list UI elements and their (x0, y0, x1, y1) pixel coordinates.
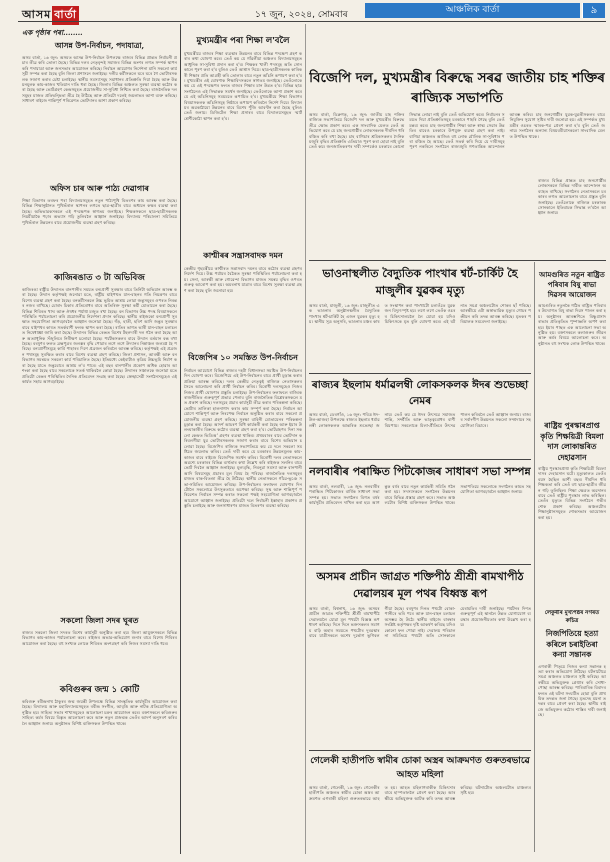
middle-headline-3: বিজেপিৰ ১০ সমস্তিত উপ-নিৰ্বাচন (188, 352, 298, 362)
right-article-1-body: আমগুৰিত নতুনকৈ গঠিত ৰাষ্ট্ৰিত পৰিবাৰৰ উদ্যোগত বিষু ৰাভা দিৱস পালন কৰা হয়। অনুষ্ঠানৰ আৰম্ভণিতে বিষ্ণুপ্ৰসাদ ৰাভাৰ প্ৰতিকৃতিত পুষ্পাঞ্জলি অৰ্পণ কৰা হয়। ইয়াৰ পাছত এক আলোচনা সভা অনুষ্ঠিত হয়। বক্তাসকলে কলাগুৰুৰ জীৱন আৰু কৰ্মৰ বিষয়ে আলোচনা কৰে। অনুষ্ঠানত বহু সংখ্যক লোক উপস্থিত থাকে। (538, 303, 606, 346)
middle-article-2-body: কেন্দ্ৰীয় গৃহমন্ত্ৰীয়ে কাশ্মীৰত সন্ত্ৰাসবাদ দমনৰ বাবে কঠোৰ ব্যৱস্থা গ্ৰহণৰ নিৰ্দেশ দিয়ে। উচ্চ পৰ্যায়ৰ বৈঠকত সুৰক্ষা পৰিস্থিতিৰ পৰ্যালোচনা কৰা হয়। সেনা, আৰক্ষী আৰু গোৱেন্দা বিভাগৰ মাজত সমন্বয় বৃদ্ধিৰ ওপৰত গুৰুত্ব আৰোপ কৰা হয়। অমৰনাথ যাত্ৰাৰ বাবে বিশেষ সুৰক্ষা ব্যৱস্থা গ্ৰহণ কৰা হৈছে বুলি জনোৱা হয়। (184, 266, 302, 293)
story-4-headline: নলবাৰীৰ পৰাক্ষিত পিটকোজৰ সাধাৰণ সভা সম্পন্ন (309, 465, 531, 478)
right-article-2-body: ৰাষ্ট্ৰিয় পুৰস্কাৰপ্ৰাপ্ত কৃতি শিক্ষয়িত্ৰী বিমলা দাসৰ দেহাৱসান ঘটে। মৃত্যুকালত তেওঁৰ বয়স হৈছিল আশী বছৰ। দীৰ্ঘদিন ধৰি শিক্ষকতা কৰি তেওঁ বহু ছাত্ৰ-ছাত্ৰীৰ জীৱন গঢ়ি তুলিছিল। শিক্ষা ক্ষেত্ৰত অৱদানৰ বাবে তেওঁ ৰাষ্ট্ৰীয় পুৰস্কাৰ লাভ কৰিছিল। তেওঁৰ মৃত্যুত বিভিন্ন সংগঠনে গভীৰ শোক প্ৰকাশ কৰিছে। অঞ্চলটোৰ শিক্ষানুষ্ঠানসমূহত শোকসভাৰ আয়োজন কৰা হয়। (538, 466, 606, 520)
story-3-body: অসম বাৰ্তা, ডেৰগাঁও, ১৬ জুন: পবিত্ৰ ঈদ-উল-আজহা উপলক্ষে ৰাজ্যৰ ইছলাম ধৰ্মাৱলম্বী লোকসকলক আন্তৰিক শুভেচ্ছা জনায়। তেওঁ কয় যে ঈদৰ উৎসৱে সমাজত শান্তি, সম্প্ৰীতি আৰু ভাতৃত্ববোধৰ বাণী বিয়পায়। সকলোকে মিলা-প্ৰীতিৰে উৎসৱ পালন কৰিবলৈ তেওঁ আহ্বান জনায়। ৰাজ্যৰ সৰ্বাংগীণ উন্নয়নত সকলো সম্প্ৰদায়ৰ সহযোগিতা বিচাৰে। (309, 412, 531, 428)
story-6-headline: গেলেকী হাতীপতি স্বামীৰ চোকা অস্ত্ৰৰ আক্ৰমণত গুৰুতৰভাৱে আহত মহিলা (310, 756, 530, 780)
column-rule-3 (534, 262, 535, 852)
story-divider-1 (309, 260, 606, 261)
left-article-4-body: ৰাজ্যৰ সকলো জিলা সদৰত বিশেষ কাৰ্যসূচী অনুষ্ঠিত কৰা হয়। জিলা আয়ুক্তসকলে বিভিন্ন বিভাগৰ কাম-কাজৰ পৰ্যালোচনা কৰে। ৰাইজৰ অভাৱ-অভিযোগ শুনাৰ বাবে বিশেষ শিবিৰৰ আয়োজন কৰা হৈছে। বহু সংখ্যক লোকে শিবিৰত অংশগ্ৰহণ কৰি নিজৰ সমস্যা দাঙি ধৰে। (22, 630, 177, 646)
right-headline-1: আমগুৰিত নতুন ৰাষ্ট্ৰিত পৰিবাৰ বিষু ৰাভা দিৱসৰ আয়োজন (539, 270, 605, 299)
left-article-5-body: কবিগুৰু ৰবীন্দ্ৰনাথ ঠাকুৰৰ জন্ম জয়ন্তী উপলক্ষে বিভিন্ন সাংস্কৃতিক কাৰ্যসূচীৰ আয়োজন কৰা হৈছে। বিদ্যালয় আৰু মহাবিদ্যালয়সমূহত ৰবীন্দ্ৰ সংগীত, আবৃত্তি আৰু নাটক প্ৰতিযোগিতা অনুষ্ঠিত হয়। সাহিত্য সভাৰ শাখাসমূহেও আলোচনা চক্ৰৰ আয়োজন কৰে। বক্তাসকলে কবিগুৰুৰ সাহিত্য কৰ্মৰ বিষয়ে বিস্তৃত আলোচনা কৰে আৰু নতুন প্ৰজন্মক তেওঁৰ আদৰ্শ অনুসৰণ কৰিবলৈ আহ্বান জনায়। অনুষ্ঠানত বিশিষ্ট ব্যক্তিসকল উপস্থিত থাকে। (22, 699, 177, 726)
story-5 (309, 568, 531, 718)
story-3-headline: ৰাজ্যৰ ইছলাম ধৰ্মাৱলম্বী লোকসকলক ঈদৰ শুভেচ্ছা নেমৰ (311, 379, 529, 407)
continuation-label: এক পৃষ্ঠাৰ পৰা........ (22, 28, 83, 37)
left-article-3-body: কাজিৰঙা ৰাষ্ট্ৰীয় উদ্যানত বানপানীৰ সময়ত বন্যপ্ৰাণী সুৰক্ষাৰ বাবে তিনিটা অভিযান আৰম্ভ কৰা হৈছে। উদ্যান কৰ্তৃপক্ষই জনোৱা মতে, ৰাষ্ট্ৰীয় ঘাইপথত যান-বাহনৰ গতি নিয়ন্ত্ৰণৰ বাবে বিশেষ ব্যৱস্থা গ্ৰহণ কৰা হৈছে। বনকৰ্মীসকলে উচ্চ ভূমিত আশ্ৰয় লোৱা জন্তুসমূহৰ ওপৰত নিৰন্তৰ নজৰ ৰাখিছে। চোৰাং চিকাৰ প্ৰতিৰোধৰ বাবে অতিৰিক্ত সুৰক্ষা কৰ্মী মোতায়েন কৰা হৈছে। বিভিন্ন শিবিৰত খাদ্য আৰু ঔষধৰ পৰ্যাপ্ত মজুত ৰখা হৈছে। বন বিভাগৰ উচ্চ পদস্থ বিষয়াসকলে পৰিস্থিতি পৰ্যালোচনা কৰি প্ৰয়োজনীয় নিৰ্দেশনা প্ৰদান কৰিছে। স্থানীয় ৰাইজকো বন্যপ্ৰাণী সুৰক্ষাত সহযোগিতা আগবঢ়াবলৈ আহ্বান জনোৱা হৈছে। গঁড়, হাতী, হৰিণ আদি জন্তুৰ সুৰক্ষাৰ বাবে ঘাইপথৰ কাষত সতৰ্কবাণী ফলক স্থাপন কৰা হৈছে। ৰাতিৰ ভাগত ভাৰী যান-বাহন চলাচলত নিষেধাজ্ঞা জাৰি কৰা হৈছে। উদ্যানৰ বিভিন্ন ৰেঞ্জত বিশেষ টহলদাৰী দল গঠন কৰা হৈছে আৰু অত্যাধুনিক সঁজুলিৰে নিৰীক্ষণ চলোৱা হৈছে। পৰ্যটকসকলৰ বাবে উদ্যান বৰ্তমান বন্ধ ৰখা হৈছে। বৰষুণৰ ফলত ব্ৰহ্মপুত্ৰৰ জলস্তৰ বৃদ্ধি পোৱাৰ লগে লগে উদ্যানৰ নিম্নাঞ্চল জলমগ্ন হৈ পৰিছে। বন্যপ্ৰাণীসমূহে কাৰ্বি পাহাৰৰ দিশে প্ৰব্ৰজন কৰিবলৈ আৰম্ভ কৰিছে। কৰ্তৃপক্ষই এই প্ৰব্ৰজন পথসমূহ সুৰক্ষিত কৰাৰ বাবে বিশেষ ব্যৱস্থা গ্ৰহণ কৰিছে। জিলা প্ৰশাসন, আৰক্ষী আৰু বন বিভাগৰ সমন্বয়ত সকলো কাৰ্য পৰিচালিত হৈছে। ইতিমধ্যে কেইবাটাও কৃত্ৰিম উচ্চভূমি নিৰ্মাণ কৰা হৈছে যাতে জন্তুবোৰে আশ্ৰয় ল'ব পাৰে। এই বছৰ বানপানীৰ প্ৰকোপ অধিক হোৱাৰ আশংকা কৰা হৈছে বাবে সকলোকে সতৰ্ক থাকিবলৈ কোৱা হৈছে। উদ্যানৰ সঞ্চালকে জনোৱা মতে প্ৰতিটো ৰেঞ্জৰ পৰিস্থিতিৰ দৈনিক প্ৰতিবেদন সংগ্ৰহ কৰা হৈছে। স্বেচ্ছাসেৱী সংগঠনসমূহেও এই কাৰ্যত সহায় আগবঢ়াইছে। (22, 287, 177, 384)
right-headline-3: লেকুৰীৰ মুখ্যপষ্ঠৰ নগৰত ৰুচিত্ৰ (544, 610, 600, 624)
middle-article-3-body: নিৰ্বাচন আয়োগে বিভিন্ন ৰাজ্যৰ দহটা বিধানসভা সমষ্টিত উপ-নিৰ্বাচনৰ দিন ঘোষণা কৰে। বিজেপিয়ে এই উপ-নিৰ্বাচনৰ বাবে প্ৰাৰ্থী চূড়ান্ত কৰাৰ প্ৰক্ৰিয়া আৰম্ভ কৰিছে। দলৰ কেন্দ্ৰীয় নেতৃত্বই ৰাজ্যিক নেতাসকলৰ সৈতে আলোচনা কৰি প্ৰাৰ্থী নিৰ্বাচন কৰিব। বিৰোধী দলসমূহেও নিজৰ নিজৰ প্ৰাৰ্থী ঘোষণাৰ প্ৰস্তুতি চলাইছে। উপ-নিৰ্বাচনৰ ফলাফলে ৰাজ্যিক ৰাজনীতিত গুৰুত্বপূৰ্ণ প্ৰভাৱ পেলাব বুলি ৰাজনৈতিক বিশ্লেষকসকলে মত প্ৰকাশ কৰিছে। দলসমূহে প্ৰচাৰ কাৰ্যসূচী তীব্ৰ কৰাৰ পৰিকল্পনা কৰিছে। ভোটাৰ তালিকা হালনাগাদ কৰাৰ কাম সম্পূৰ্ণ কৰা হৈছে। নিৰ্বাচন আয়োগে শান্তিপূৰ্ণ আৰু নিৰপেক্ষ নিৰ্বাচন অনুষ্ঠিত কৰাৰ বাবে সকলো প্ৰয়োজনীয় ব্যৱস্থা গ্ৰহণ কৰিছে। সুৰক্ষা বাহিনী মোতায়েনৰ পৰিকল্পনা চূড়ান্ত কৰা হৈছে। আদৰ্শ আচৰণ বিধি কাৰ্যকৰী কৰা হৈছে আৰু ইয়াৰ উলংঘাকাৰীৰ বিৰুদ্ধে কঠোৰ ব্যৱস্থা গ্ৰহণ কৰা হ'ব। ভোটগ্ৰহণৰ দিনা সকলো কেন্দ্ৰত ভিডিঅ' গ্ৰহণৰ ব্যৱস্থা থাকিব। প্ৰথমবাৰৰ বাবে ভোটদান কৰিবলগীয়া যুৱ ভোটাৰসকলক সজাগ কৰাৰ বাবে বিশেষ অভিযান চলোৱা হৈছে। বিজেপিৰ ৰাজ্যিক সভাপতিয়ে কয় যে দলে সকলো সমষ্টিতে জয়লাভ কৰিব। তেওঁ দাবী কৰে যে চৰকাৰৰ উন্নয়নমূলক কাম-কাজৰ বাবে ৰাইজে বিজেপিক সমৰ্থন কৰিব। বিৰোধী দলৰ নেতাসকলে অৱশ্যে চৰকাৰৰ বিভিন্ন ব্যৰ্থতাৰ কথা উল্লেখ কৰি ৰাইজক সলনিৰ বাবে ভোট দিবলৈ আহ্বান জনাইছে। মূল্যবৃদ্ধি, নিবনুৱা সমস্যা আৰু বানপানী আদি বিষয়সমূহ প্ৰচাৰৰ মূল বিষয় হৈ পৰিছে। ৰাজনৈতিক দলসমূহৰ মাজত বাক-বিতণ্ডা তীব্ৰ হৈ উঠিছে। স্থানীয় নেতাসকলে গাঁৱে-ভূঞে সভা-সমিতিৰ আয়োজন কৰিছে। উপ-নিৰ্বাচনৰ ফলাফল ঘোষণাৰ দিনটোলৈ সকলোৱে উৎসুকতাৰে অপেক্ষা কৰিছে। সুস্থ আৰু শান্তিপূৰ্ণ পৰিৱেশত নিৰ্বাচন সম্পন্ন কৰাত সকলো পক্ষই সহযোগিতা আগবঢ়াবলৈ আয়োগে আহ্বান জনাইছে। প্ৰতিটো দলে নিৰ্বাচনী ইস্তাহাৰ প্ৰকাশৰ প্ৰস্তুতি চলাইছে আৰু জনসাধাৰণৰ মাজত বিতৰণৰ ব্যৱস্থা কৰিছে। (184, 368, 302, 509)
story-divider-3 (309, 459, 531, 460)
right-column (538, 178, 606, 782)
section-name: আঞ্চলিক বাৰ্তা (365, 3, 580, 18)
top-story-headline: বিজেপি দল, মুখ্যমন্ত্ৰীৰ বিৰুদ্ধে সৰৱ জাতীয় চাহ শক্তিৰ ৰাজ্যিক সভাপতি (309, 70, 605, 106)
right-article-4-body: এগৰাকী পিতৃয়ে নিজৰ কন্যা সন্তানক হত্যা কৰাৰ অভিযোগ উঠিছে। ঘটনাটোৱে সমগ্ৰ অঞ্চলত চাঞ্চল্যৰ সৃষ্টি কৰিছে। আৰক্ষীয়ে অভিযুক্তক গ্ৰেপ্তাৰ কৰি সোধা-পোছা আৰম্ভ কৰিছে। পাৰিবাৰিক বিবাদৰ ফলত এই ঘটনা সংঘটিত হোৱা বুলি প্ৰাথমিক তদন্তত জনা গৈছে। মৃতদেহ ময়না তদন্তৰ বাবে প্ৰেৰণ কৰা হৈছে। স্থানীয় ৰাইজে অভিযুক্তৰ কঠোৰ শাস্তিৰ দাবী জনাইছে। (538, 663, 606, 718)
story-5-body: অসম বাৰ্তা, বিশ্বনাথ, ১৬ জুন: অসমৰ প্ৰাচীন জাগ্ৰত শক্তিপীঠ শ্ৰীশ্ৰী ৰামখাপীঠ দেৱালয়লৈ যোৱা মূল পথটো বিধ্বস্ত ৰূপ ধাৰণ কৰিছে। দিনে দিনে ভক্তসকলৰ সমাগম বাঢ়ি অহাৰ সময়তে পথটোৰ দুৰৱস্থাৰ বাবে যাত্ৰীসকলে অশেষ দুৰ্ভোগ ভুগিবলগীয়া হৈছে। বৰষুণৰ দিনত পথটো বোকা-পানীৰে ভৰি পৰে আৰু যান-বাহন চলাচল অসম্ভৱ হৈ উঠে। স্থানীয় ৰাইজে বাৰম্বাৰ সংশ্লিষ্ট কৰ্তৃপক্ষৰ দৃষ্টি আকৰ্ষণ কৰিছে যদিও কোনো ফল পোৱা নাই। দেৱালয় পৰিচালনা সমিতিয়ে পথটো অতি সোনকালে মেৰামতিৰ দাবী জনাইছে। পৰ্যটনৰ দিশত গুৰুত্বপূৰ্ণ এই স্থানলৈ উন্নত যোগাযোগ ব্যৱস্থাৰ প্ৰয়োজনীয়তাৰ কথা উল্লেখ কৰা হয়। (309, 606, 531, 639)
left-headline-1: আসন্ন উপ-নিৰ্বাচন, পদাযাত্ৰা, (54, 41, 145, 50)
column-rule-2 (305, 24, 306, 854)
left-column (22, 27, 177, 784)
right-headline-4: নিজপিতিয়ে হত্যা কৰিলে চৰাইতিৰা কন্যা সন্তানক (545, 629, 599, 659)
middle-column (184, 34, 302, 788)
middle-headline-1: মুখ্যমন্ত্ৰীৰ পৰা শিক্ষা ল'বলৈ (196, 36, 290, 46)
right-headline-2: ৰাষ্ট্ৰিয় পুৰস্কাৰপ্ৰাপ্ত কৃতি শিক্ষয়িত্ৰী বিমলা দাস লোকান্তৰিত দেহাৱসান (540, 421, 604, 462)
right-top-continued-body: ৰাজ্যৰ বিভিন্ন প্ৰান্তত চাহ জনগোষ্ঠীৰ লোকসকলে বিভিন্ন দাবীত আন্দোলন অব্যাহত ৰাখিছে। সংগঠনৰ নেতাসকলে চৰকাৰৰ লগত আলোচনাৰ বাবে প্ৰস্তুত বুলি জনাইছে। তেওঁলোকে ৰাজ্যিক চৰকাৰক সোনকালে ইতিবাচক সিদ্ধান্ত ল'বলৈ আহ্বান জনায়। (538, 178, 606, 216)
story-4 (309, 463, 531, 566)
column-rule-1 (180, 24, 181, 854)
page-number: ৯ (582, 3, 605, 18)
story-divider-2 (309, 373, 531, 374)
left-headline-2: অফিস চাৰ আৰু পাঠ্য দেৱাগাৰ (50, 183, 149, 193)
middle-headline-2: কাশ্মীৰৰ সন্ত্ৰাসবাদক দমন (203, 250, 283, 260)
story-divider-5 (309, 750, 531, 751)
story-2-body: অসম বাৰ্তা, মাজুলী, ১৬ জুন: মাজুলীত এক ভাওনাৰ অনুষ্ঠানস্থলীত বৈদ্যুতিক পাংখাৰ শ্বৰ্ট-চাৰ্কিট হৈ এজন যুৱকৰ মৃত্যু হয়। স্থানীয় সূত্ৰ অনুসৰি, ভাওনাৰ মঞ্চৰ কাষত সংস্থাপন কৰা পাংখাটো চলাওঁতে যুৱকজন বিদ্যুৎস্পৃষ্ট হয়। লগে লগে তেওঁক ওচৰৰ চিকিৎসালয়লৈ লৈ যোৱা হয় যদিও চিকিৎসকে মৃত বুলি ঘোষণা কৰে। এই ঘটনাত সমগ্ৰ অঞ্চলটোত শোকৰ ছাঁ পৰিছে। আৰক্ষীয়ে এটা অস্বাভাৱিক মৃত্যুৰ গোচৰ পঞ্জীয়ন কৰি তদন্ত আৰম্ভ কৰিছে। মৃতকৰ পৰিয়ালক সমবেদনা জনাইছে। (309, 303, 531, 325)
middle-article-1-body: মুখ্যমন্ত্ৰীয়ে ৰাজ্যৰ শিক্ষা ব্যৱস্থাৰ উন্নয়নৰ বাবে বিভিন্ন পদক্ষেপ গ্ৰহণ কৰাৰ কথা ঘোষণা কৰে। তেওঁ কয় যে গাঁৱলীয়া অঞ্চলৰ বিদ্যালয়সমূহত আধুনিক সা-সুবিধা প্ৰদান কৰা হ'ব। শিক্ষকৰ খালী পদসমূহ অতি সোনকালে পূৰণ কৰা হ'ব বুলিও তেওঁ আশ্বাস দিয়ে। ছাত্ৰ-ছাত্ৰীসকলক কাৰিকৰী শিক্ষাৰ প্ৰতি আগ্ৰহী কৰি তোলাৰ বাবে নতুন আঁচনি ৰূপায়ণ কৰা হ'ব। মুখ্যমন্ত্ৰীৰ এই ঘোষণাক শিক্ষাবিদসকলে স্বাগতম জনাইছে। তেওঁলোকে কয় যে এই পদক্ষেপৰ ফলত ৰাজ্যৰ শিক্ষাৰ মান উন্নত হ'ব। বিভিন্ন ছাত্ৰ সংগঠনেও এই সিদ্ধান্তক সমৰ্থন জনাইছে। তেওঁলোকে আশা প্ৰকাশ কৰে যে এই আঁচনিসমূহ সময়মতে ৰূপায়িত হ'ব। মুখ্যমন্ত্ৰীয়ে শিক্ষা বিভাগৰ বিষয়াসকলক আঁচনিসমূহ নিষ্ঠাৰে ৰূপায়ণ কৰিবলৈ নিৰ্দেশ দিয়ে। বিদ্যালয়ৰ অৱকাঠামো উন্নয়নৰ বাবে বিশেষ পুঁজি আবণ্টন কৰা হৈছে বুলিও তেওঁ জনায়। ডিজিটেল শিক্ষা প্ৰসাৰৰ বাবে বিদ্যালয়সমূহত স্মাৰ্ট শ্ৰেণীকোঠা স্থাপন কৰা হ'ব। (184, 51, 302, 121)
left-headline-5: কবিগুৰুৰ জন্ম ১ কোটি (59, 685, 140, 695)
story-6-body: অসম বাৰ্তা, গেলেকী, ১৬ জুন: গেলেকীৰ হাতীপতি অঞ্চলত স্বামীৰ চোকা অস্ত্ৰৰ আক্ৰমণত এগৰাকী মহিলা গুৰুতৰভাৱে আহত হয়। আহত মহিলাগৰাকীক চিকিৎসাৰ বাবে হাস্পতাললৈ প্ৰেৰণ কৰা হৈছে। আৰক্ষীয়ে অভিযুক্তক আটক কৰি তদন্ত আৰম্ভ কৰিছে। ঘটনাটোত অঞ্চলটোত চাঞ্চল্যৰ সৃষ্টি হয়। (309, 785, 531, 801)
left-headline-3: কাজিৰঙাত ৩ টা অভিবিজ (54, 273, 145, 283)
header-rule (18, 21, 606, 22)
masthead (0, 0, 610, 26)
newspaper-logo: আসম বাৰ্তা (22, 6, 79, 25)
top-story-body: অসম বাৰ্তা, ডিব্ৰুগড়, ১৬ জুন: জাতীয় চাহ শক্তিৰ ৰাজ্যিক সভাপতিয়ে বিজেপি দল আৰু মুখ্যমন্ত্ৰীৰ বিৰুদ্ধে তীব্ৰ ক্ষোভ প্ৰকাশ কৰে। এক সাংবাদিক মেলত তেওঁ অভিযোগ কৰে যে চাহ জনগোষ্ঠীৰ লোকসকলক দীৰ্ঘদিন ধৰি বঞ্চিত কৰি ৰখা হৈছে। চাহ বাগিচাৰ শ্ৰমিকসকলৰ দৈনিক মজুৰি বৃদ্ধিৰ প্ৰতিশ্ৰুতি এতিয়াও পূৰণ কৰা হোৱা নাই বুলি তেওঁ কয়। জনজাতিকৰণৰ দাবী সম্পৰ্কেও চৰকাৰে কোনো সিদ্ধান্ত লোৱা নাই বুলি তেওঁ অভিযোগ কৰে। নিৰ্বাচনৰ সময়ত দিয়া প্ৰতিশ্ৰুতিসমূহ চৰকাৰে পাহৰি গৈছে বুলি তেওঁ মন্তব্য কৰে। চাহ জনগোষ্ঠীৰ শিক্ষা আৰু স্বাস্থ্য সেৱাৰ উন্নতিৰ বাবেও চৰকাৰে উপযুক্ত ব্যৱস্থা গ্ৰহণ কৰা নাই। বাগিচা অঞ্চলত আজিও বহু লোক মৌলিক সা-সুবিধাৰ পৰা বঞ্চিত হৈ আছে। তেওঁ সতৰ্ক কৰি দিয়ে যে দাবীসমূহ পূৰণ নকৰিলে সংগঠনে ৰাজ্যজুৰি গণতান্ত্ৰিক আন্দোলন আৰম্ভ কৰিব। চাহ জনগোষ্ঠীৰ যুৱক-যুৱতীসকলৰ বাবে নিযুক্তিৰ সুযোগ সৃষ্টিৰ দাবী জনোৱা হয়। এই সম্পৰ্কত মুখ্যমন্ত্ৰীৰ ওচৰত স্মাৰক-পত্ৰ প্ৰেৰণ কৰা হ'ব বুলি তেওঁ জনায়। সংগঠনৰ অন্যান্য বিষয়ববীয়াসকলো সাংবাদিক মেলত উপস্থিত থাকে। (309, 112, 605, 150)
story-6 (309, 754, 531, 843)
left-article-2-body: শিক্ষা বিভাগৰ তৰফৰ পৰা বিদ্যালয়সমূহত নতুন পাঠ্যপুথি বিতৰণৰ কাম আৰম্ভ কৰা হৈছে। বিভিন্ন শিক্ষানুষ্ঠানত পুথিভঁৰাল স্থাপনৰ লগতে ছাত্ৰ-ছাত্ৰীৰ বাবে অধ্যয়ন কক্ষৰ ব্যৱস্থা কৰা হৈছে। অভিভাৱকসকলে এই পদক্ষেপক স্বাগতম জনাইছে। শিক্ষকসকলে ছাত্ৰ-ছাত্ৰীসকলক নিয়মীয়াকৈ পঢ়াৰ অভ্যাস গঢ়ি তুলিবলৈ আহ্বান জনাইছে। বিদ্যালয় পৰিচালনা সমিতিয়ে পুথিভঁৰাল উন্নয়নৰ বাবে প্ৰয়োজনীয় ব্যৱস্থা গ্ৰহণ কৰিছে। (22, 198, 177, 225)
issue-date: ১৭ জুন, ২০২৪, সোমবাৰ (255, 10, 348, 20)
story-4-body: অসম বাৰ্তা, নলবাৰী, ১৬ জুন: নলবাৰীৰ পৰাক্ষিত পিটকোজৰ বাৰ্ষিক সাধাৰণ সভা সম্পন্ন হয়। সভাত সংগঠনৰ বিগত বৰ্ষৰ কাৰ্যসূচীৰ প্ৰতিবেদন দাখিল কৰা হয়। আগন্তুক বৰ্ষৰ বাবে নতুন কাৰ্যকৰী সমিতি গঠন কৰা হয়। সদস্যসকলে সংগঠনৰ উন্নয়নৰ বাবে বিভিন্ন প্ৰস্তাৱ গ্ৰহণ কৰে। সভাত অঞ্চলটোৰ বিশিষ্ট ব্যক্তিসকল উপস্থিত থাকে। সভাপতিয়ে সকলোকে সংগঠনৰ কামত সহযোগিতা আগবঢ়াবলৈ আহ্বান জনায়। (309, 484, 531, 506)
story-divider-4 (309, 564, 531, 565)
story-5-headline: অসমৰ প্ৰাচীন জাগ্ৰত শক্তিপীঠ শ্ৰীশ্ৰী ৰামখাপীঠ দেৱালয়ৰ মূল পথৰ বিধ্বস্ত ৰূপ (316, 570, 524, 600)
left-headline-4: সকলো জিলা সদৰ ঘূৰত (60, 615, 139, 625)
left-article-1-body: অসম বাৰ্তা, ১৬ জুন: অসমত আসন্ন উপ-নিৰ্বাচন উপলক্ষে ৰাজ্যৰ বিভিন্ন প্ৰান্তত নিৰ্বাচনী প্ৰচাৰ তীব্ৰ কৰি তোলা হৈছে। বিভিন্ন দলৰ নেতৃবৃন্দই সমাজৰ বিভিন্ন অংশৰ লগত সম্পৰ্ক স্থাপন কৰি পদাযাত্ৰা আৰু জনসভাৰ আয়োজন কৰিছে। নিৰ্বাচন আয়োগৰ নিৰ্দেশনা মানি সকলো কাৰ্যসূচী সম্পন্ন কৰা হৈছে বুলি জিলা প্ৰশাসনে জনাইছে। দলীয় কৰ্মীসকলে ঘৰে ঘৰে গৈ ভোটাৰসকলক সজাগ কৰাৰ চেষ্টা চলাইছে। স্থানীয় সমস্যাসমূহ সমাধানৰ প্ৰতিশ্ৰুতি দিয়া হৈছে আৰু উন্নয়নমূলক কাম-কাজৰ খতিয়ান দাঙি ধৰা হৈছে। জিলাৰ বিভিন্ন অঞ্চলত সুৰক্ষা ব্যৱস্থা কঠোৰ কৰা হৈছে আৰু ভোটগ্ৰহণ কেন্দ্ৰসমূহত প্ৰয়োজনীয় সা-সুবিধা নিশ্চিত কৰা হৈছে। ৰাজনৈতিক দলসমূহৰ মাজত প্ৰতিদ্বন্দ্বিতা তীব্ৰ হৈ উঠিছে আৰু প্ৰতিটো দলেই জয়লাভৰ আশা ব্যক্ত কৰিছে। সাধাৰণ ৰাইজে শান্তিপূৰ্ণ পৰিৱেশত ভোটদানৰ আশা প্ৰকাশ কৰিছে। (22, 55, 177, 104)
story-3 (309, 377, 531, 477)
story-2-headline: ভাওনাস্থলীত বৈদ্যুতিক পাংখাৰ শ্বৰ্ট-চাৰ্কিট হৈ মাজুলীৰ যুৱকৰ মৃত্যু (322, 267, 518, 297)
